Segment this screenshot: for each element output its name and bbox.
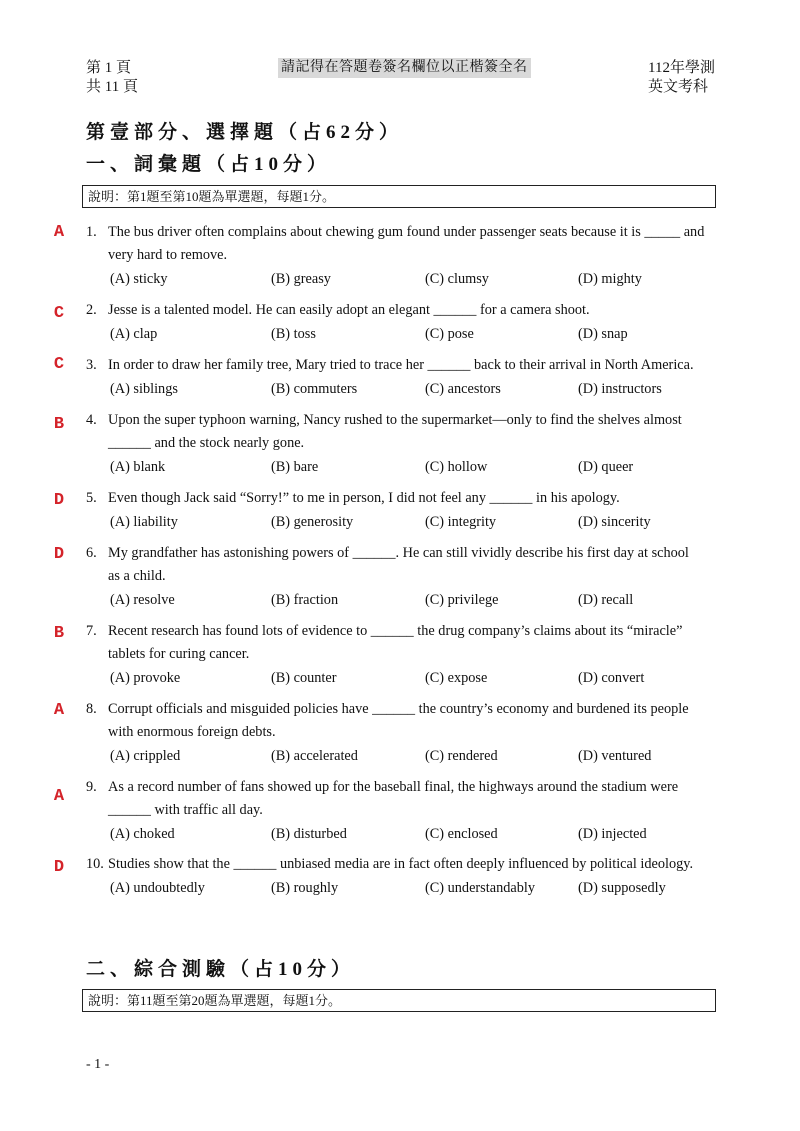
option-c: (C) ancestors (425, 381, 501, 397)
answer-mark: B (53, 624, 65, 643)
question-text: Corrupt officials and misguided policies have ______ the country’s economy and burdened its people (108, 701, 689, 717)
option-a: (A) provoke (110, 670, 181, 686)
option-row (86, 744, 716, 768)
part-one-title: 第壹部分、選擇題（占62分） (86, 122, 404, 143)
question-text-continued: with enormous foreign debts. (108, 724, 276, 740)
question-stem (86, 620, 716, 643)
question-text-continued: as a child. (108, 568, 166, 584)
question-text-continued: ______ and the stock nearly gone. (108, 435, 305, 451)
option-d: (D) recall (578, 592, 634, 608)
answer-mark: A (53, 223, 65, 242)
question-number: 6. (86, 545, 97, 561)
answer-mark: C (53, 355, 65, 374)
question-text: Jesse is a talented model. He can easily adopt an elegant ______ for a camera shoot. (108, 302, 590, 318)
question-stem (86, 487, 716, 510)
question-text: My grandfather has astonishing powers of ______. He can still vividly describe his first day at school (108, 545, 689, 561)
option-d: (D) convert (578, 670, 645, 686)
option-d: (D) ventured (578, 748, 652, 764)
answer-mark: C (53, 304, 65, 323)
question-number: 7. (86, 623, 97, 639)
option-d: (D) supposedly (578, 880, 666, 896)
question-stem (86, 299, 716, 322)
section-two-instructions: 說明：第11題至第20題為單選題，每題1分。 (82, 989, 716, 1012)
option-b: (B) fraction (271, 592, 339, 608)
section-two-title: 二、綜合測驗（占10分） (86, 959, 356, 980)
option-c: (C) hollow (425, 459, 488, 475)
option-b: (B) bare (271, 459, 319, 475)
option-c: (C) privilege (425, 592, 499, 608)
option-b: (B) commuters (271, 381, 358, 397)
question-item (86, 542, 716, 612)
total-pages-label: 共 11 頁 (86, 79, 138, 95)
question-stem (86, 853, 716, 876)
section-one-title: 一、詞彙題（占10分） (86, 154, 332, 175)
option-a: (A) siblings (110, 381, 178, 397)
question-text-continued: tablets for curing cancer. (108, 646, 250, 662)
option-b: (B) greasy (271, 271, 331, 287)
question-item (86, 853, 716, 900)
question-text: In order to draw her family tree, Mary tried to trace her ______ back to their arrival in North America. (108, 357, 694, 373)
question-text: Even though Jack said “Sorry!” to me in person, I did not feel any ______ in his apology. (108, 490, 620, 506)
option-b: (B) generosity (271, 514, 354, 530)
option-c: (C) understandably (425, 880, 535, 896)
option-a: (A) choked (110, 826, 175, 842)
answer-mark: A (53, 787, 65, 806)
footer-page-number: - 1 - (86, 1057, 110, 1072)
option-a: (A) liability (110, 514, 178, 530)
option-a: (A) clap (110, 326, 158, 342)
answer-mark: A (53, 701, 65, 720)
option-a: (A) crippled (110, 748, 181, 764)
option-a: (A) sticky (110, 271, 168, 287)
option-c: (C) expose (425, 670, 488, 686)
question-item (86, 221, 716, 291)
option-row (86, 377, 716, 401)
question-number: 10. (86, 856, 104, 872)
option-row (86, 455, 716, 479)
question-text-continued: ______ with traffic all day. (108, 802, 263, 818)
question-item (86, 698, 716, 768)
option-b: (B) roughly (271, 880, 339, 896)
option-b: (B) counter (271, 670, 337, 686)
option-row (86, 822, 716, 846)
question-stem (86, 698, 716, 721)
option-d: (D) sincerity (578, 514, 651, 530)
option-d: (D) queer (578, 459, 634, 475)
question-item (86, 487, 716, 534)
question-stem (86, 221, 716, 244)
question-item (86, 354, 716, 401)
option-row (86, 322, 716, 346)
question-item (86, 776, 716, 846)
subject-label: 英文考科 (648, 79, 709, 95)
option-a: (A) undoubtedly (110, 880, 205, 896)
page-number-label: 第 1 頁 (86, 60, 132, 76)
question-item (86, 620, 716, 690)
option-row (86, 588, 716, 612)
option-a: (A) blank (110, 459, 166, 475)
question-item (86, 299, 716, 346)
option-b: (B) disturbed (271, 826, 347, 842)
question-stem (86, 354, 716, 377)
question-text: Studies show that the ______ unbiased media are in fact often deeply influenced by political ideology. (108, 856, 694, 872)
section-one-instructions: 說明：第1題至第10題為單選題，每題1分。 (82, 185, 716, 208)
question-stem (86, 776, 716, 799)
question-number: 2. (86, 302, 97, 318)
option-b: (B) accelerated (271, 748, 358, 764)
option-c: (C) rendered (425, 748, 498, 764)
question-stem (86, 409, 716, 432)
answer-mark: D (53, 858, 65, 877)
answer-mark: D (53, 491, 65, 510)
option-d: (D) instructors (578, 381, 662, 397)
answer-mark: D (53, 545, 65, 564)
question-item (86, 409, 716, 479)
exam-year-label: 112年學測 (648, 60, 715, 76)
option-b: (B) toss (271, 326, 316, 342)
question-number: 9. (86, 779, 97, 795)
option-c: (C) integrity (425, 514, 497, 530)
question-text: Upon the super typhoon warning, Nancy rushed to the supermarket—only to find the shelves almost (108, 412, 682, 428)
option-row (86, 876, 716, 900)
option-d: (D) snap (578, 326, 628, 342)
option-row (86, 666, 716, 690)
option-d: (D) injected (578, 826, 647, 842)
option-row (86, 267, 716, 291)
question-number: 3. (86, 357, 97, 373)
question-number: 1. (86, 224, 97, 240)
option-c: (C) clumsy (425, 271, 489, 287)
option-a: (A) resolve (110, 592, 175, 608)
question-text: Recent research has found lots of evidence to ______ the drug company’s claims about its “miracle” (108, 623, 683, 639)
option-c: (C) pose (425, 326, 474, 342)
question-text-continued: very hard to remove. (108, 247, 228, 263)
option-d: (D) mighty (578, 271, 642, 287)
answer-mark: B (53, 415, 65, 434)
signature-notice: 請記得在答題卷簽名欄位以正楷簽全名 (278, 58, 531, 78)
question-text: The bus driver often complains about chewing gum found under passenger seats because it is _____ and (108, 224, 705, 240)
question-number: 4. (86, 412, 97, 428)
question-number: 5. (86, 490, 97, 506)
question-stem (86, 542, 716, 565)
question-number: 8. (86, 701, 97, 717)
option-row (86, 510, 716, 534)
question-text: As a record number of fans showed up for the baseball final, the highways around the stadium were (108, 779, 679, 795)
option-c: (C) enclosed (425, 826, 498, 842)
